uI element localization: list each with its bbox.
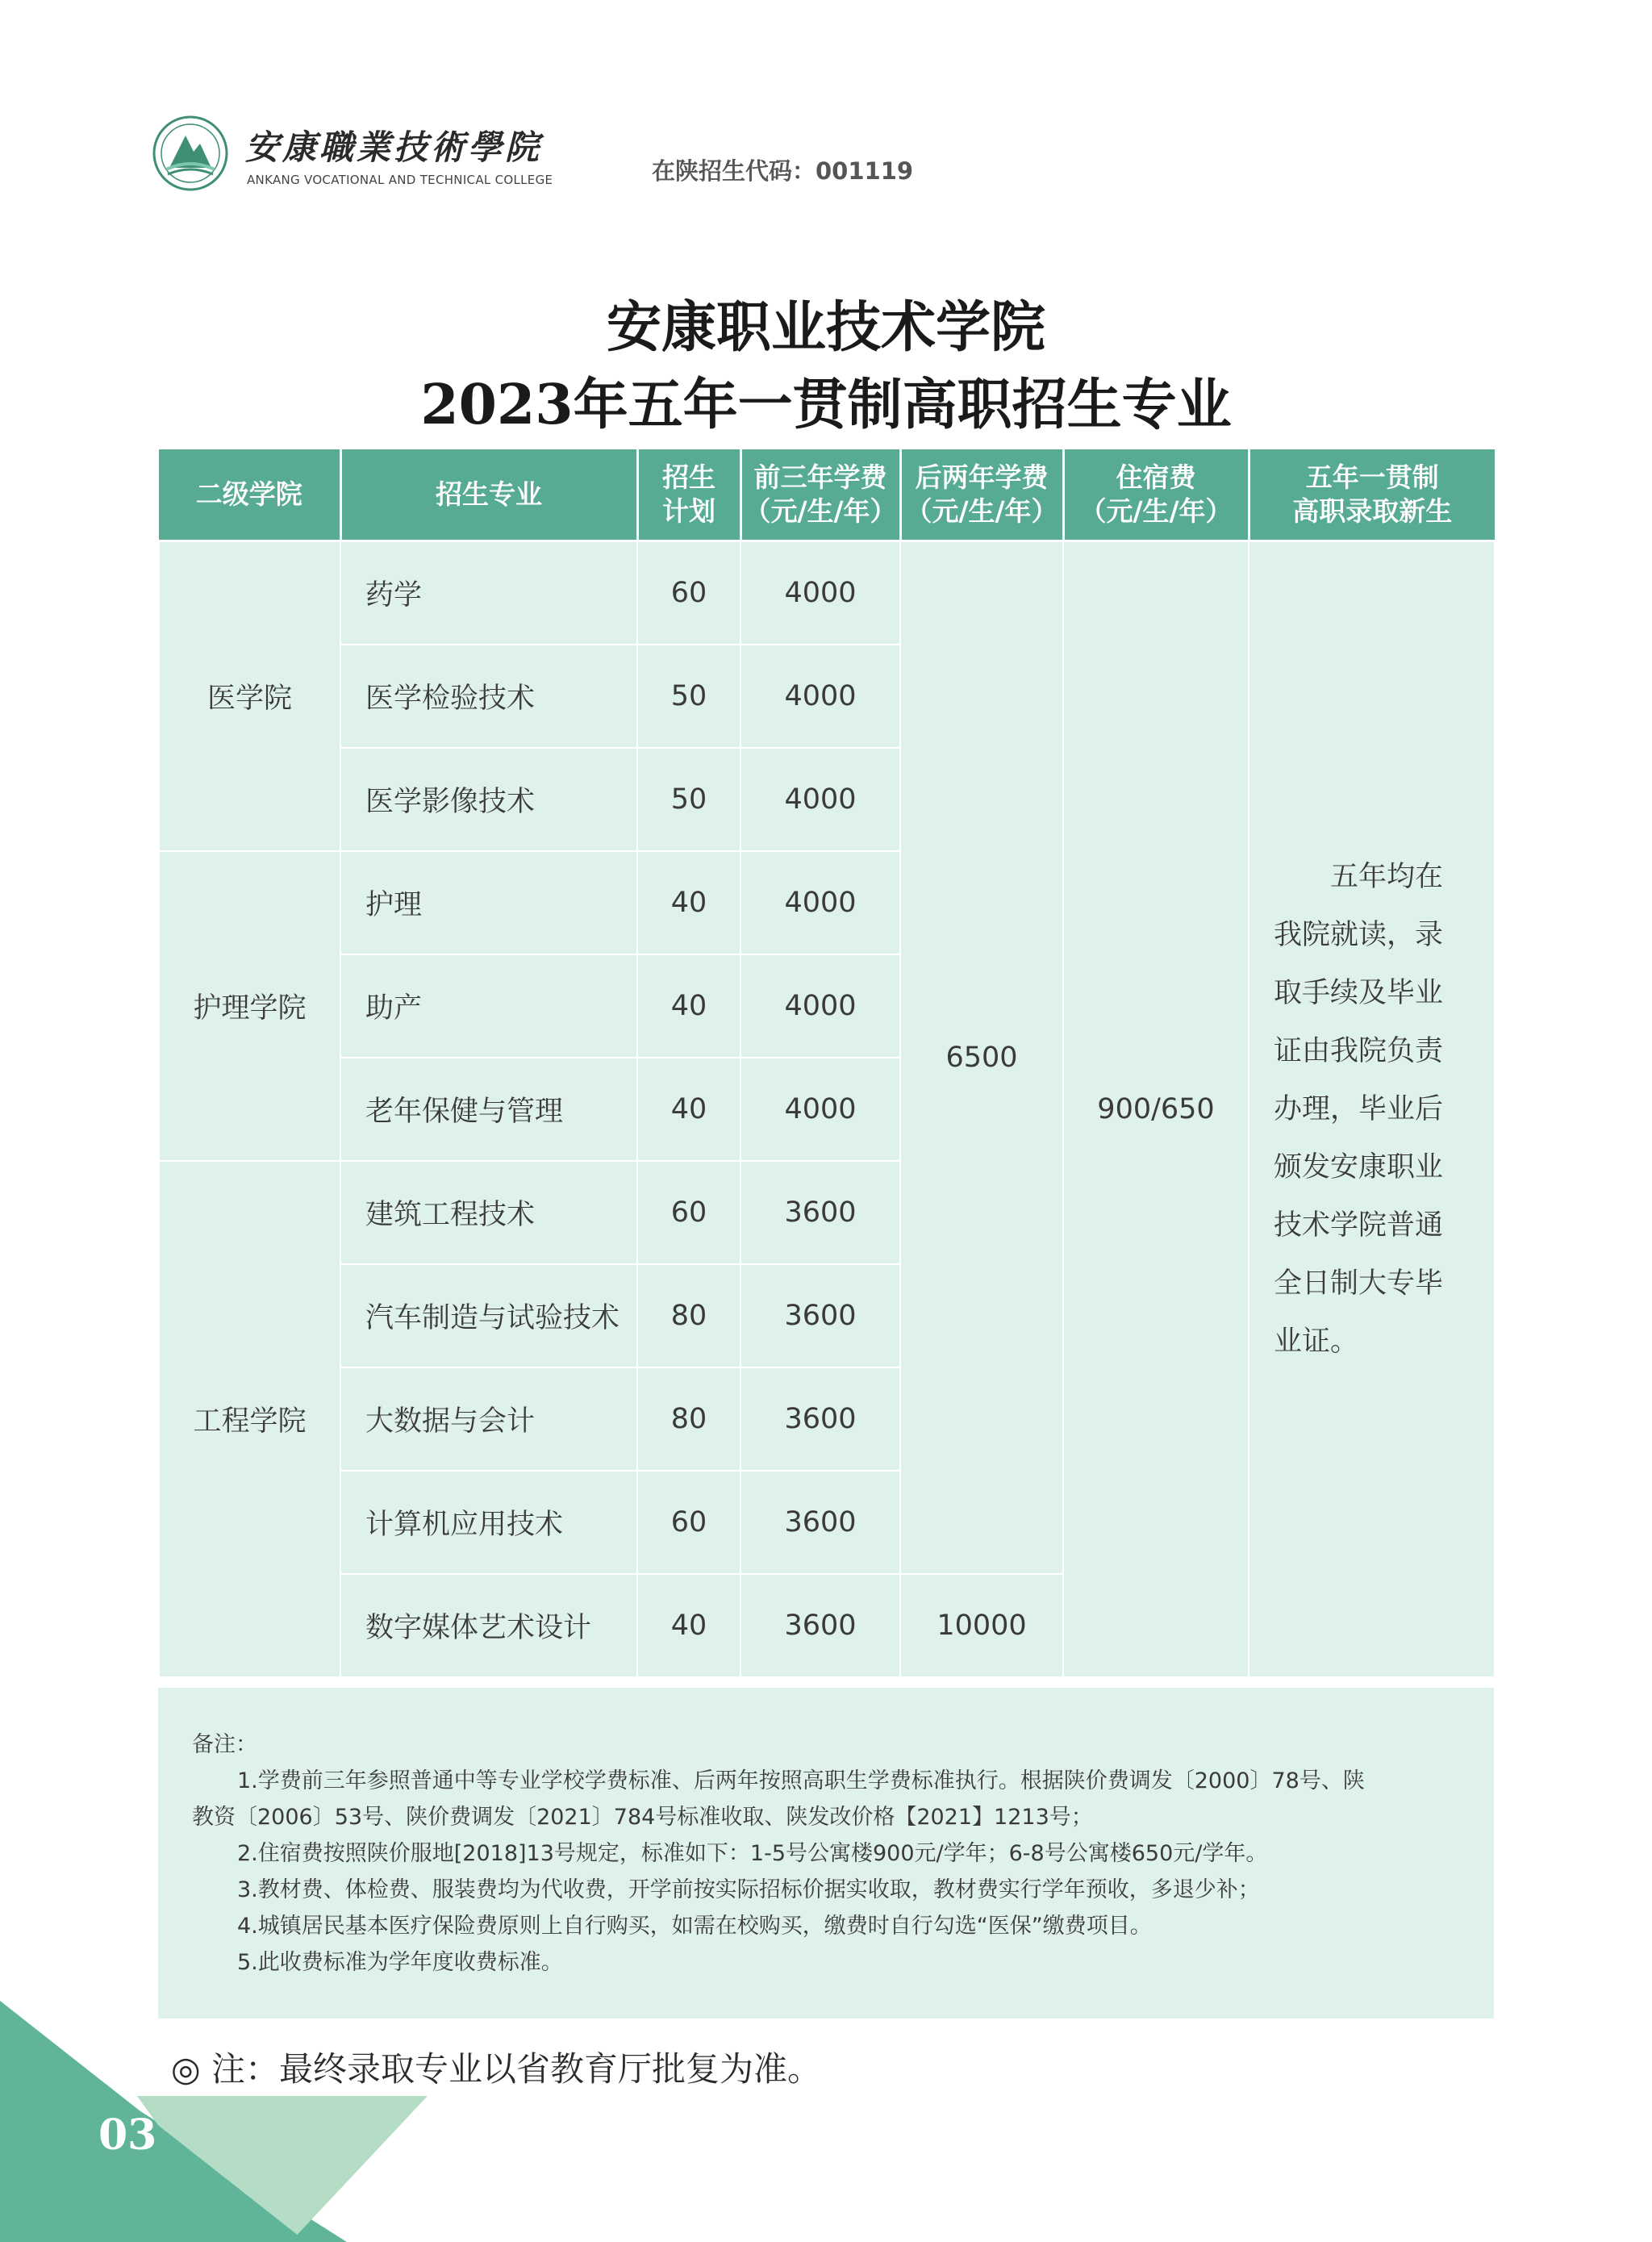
plan-cell: 60 bbox=[637, 1471, 740, 1574]
fee3-cell: 3600 bbox=[740, 1367, 900, 1471]
major-cell: 助产 bbox=[340, 954, 637, 1058]
major-cell: 医学检验技术 bbox=[340, 645, 637, 748]
page-subtitle: 2023年五年一贯制高职招生专业 bbox=[420, 373, 1232, 437]
major-cell: 护理 bbox=[340, 851, 637, 954]
plan-cell: 40 bbox=[637, 851, 740, 954]
dorm-fee-cell: 900/650 bbox=[1063, 541, 1249, 1678]
plan-cell: 80 bbox=[637, 1367, 740, 1471]
college-cell: 护理学院 bbox=[159, 851, 340, 1161]
major-cell: 医学影像技术 bbox=[340, 748, 637, 851]
remark-line: 4.城镇居民基本医疗保险费原则上自行购买，如需在校购买，缴费时自行勾选“医保”缴费项目。 bbox=[237, 1914, 1152, 1939]
college-seal-icon bbox=[152, 115, 229, 192]
major-cell: 老年保健与管理 bbox=[340, 1058, 637, 1161]
fee3-cell: 3600 bbox=[740, 1161, 900, 1264]
enrollment-code: 在陕招生代码：001119 bbox=[652, 157, 914, 185]
page-number: 03 bbox=[98, 2110, 157, 2160]
plan-cell: 40 bbox=[637, 954, 740, 1058]
major-cell: 计算机应用技术 bbox=[340, 1471, 637, 1574]
header-five-year-note: 五年一贯制 高职录取新生 bbox=[1249, 449, 1495, 541]
fee3-cell: 4000 bbox=[740, 851, 900, 954]
plan-cell: 40 bbox=[637, 1058, 740, 1161]
college-cell: 医学院 bbox=[159, 541, 340, 852]
fee3-cell: 4000 bbox=[740, 1058, 900, 1161]
fee3-cell: 3600 bbox=[740, 1471, 900, 1574]
college-cell: 工程学院 bbox=[159, 1161, 340, 1677]
remarks-label: 备注： bbox=[192, 1732, 257, 1757]
plan-cell: 60 bbox=[637, 541, 740, 645]
table-header-row bbox=[159, 449, 1495, 541]
logo-english-name: ANKANG VOCATIONAL AND TECHNICAL COLLEGE bbox=[247, 173, 553, 187]
major-cell: 药学 bbox=[340, 541, 637, 645]
major-cell: 数字媒体艺术设计 bbox=[340, 1574, 637, 1677]
fee3-cell: 3600 bbox=[740, 1574, 900, 1677]
fee3-cell: 4000 bbox=[740, 954, 900, 1058]
fee2-common-cell: 6500 bbox=[900, 541, 1063, 1575]
plan-cell: 50 bbox=[637, 748, 740, 851]
college-logo bbox=[152, 115, 571, 203]
header-college: 二级学院 bbox=[159, 449, 340, 541]
plan-cell: 80 bbox=[637, 1264, 740, 1367]
remark-line: 1.学费前三年参照普通中等专业学校学费标准、后两年按照高职生学费标准执行。根据陕价费调发〔2000〕78号、陕 bbox=[237, 1768, 1365, 1793]
header-major: 招生专业 bbox=[340, 449, 637, 541]
major-cell: 大数据与会计 bbox=[340, 1367, 637, 1471]
fee3-cell: 4000 bbox=[740, 541, 900, 645]
remark-line: 5.此收费标准为学年度收费标准。 bbox=[237, 1950, 563, 1975]
header-dorm-fee: 住宿费 （元/生/年） bbox=[1063, 449, 1249, 541]
five-year-note-cell: 五年均在 我院就读，录 取手续及毕业 证由我院负责 办理，毕业后 颁发安康职业 技术学院普通 全日制大专毕 业证。 bbox=[1249, 541, 1495, 1678]
plan-cell: 50 bbox=[637, 645, 740, 748]
major-cell: 建筑工程技术 bbox=[340, 1161, 637, 1264]
enrollment-table bbox=[158, 449, 1496, 1678]
logo-chinese-name: 安康職業技術學院 bbox=[245, 127, 543, 167]
fee3-cell: 4000 bbox=[740, 748, 900, 851]
fee3-cell: 3600 bbox=[740, 1264, 900, 1367]
final-admission-note: ◎ 注：最终录取专业以省教育厅批复为准。 bbox=[171, 2049, 821, 2089]
fee2-last-cell: 10000 bbox=[900, 1574, 1063, 1677]
remark-line: 3.教材费、体检费、服装费均为代收费，开学前按实际招标价据实收取，教材费实行学年预收，多退少补； bbox=[237, 1877, 1260, 1902]
page-title: 安康职业技术学院 bbox=[606, 295, 1045, 360]
plan-cell: 40 bbox=[637, 1574, 740, 1677]
table-row bbox=[159, 541, 1495, 645]
remarks-box bbox=[158, 1688, 1494, 2019]
header-first-three-year-fee: 前三年学费 （元/生/年） bbox=[740, 449, 900, 541]
remark-line: 教资〔2006〕53号、陕价费调发〔2021〕784号标准收取、陕发改价格【2021】1213号； bbox=[192, 1805, 1093, 1830]
corner-decoration bbox=[0, 2001, 452, 2242]
fee3-cell: 4000 bbox=[740, 645, 900, 748]
header-last-two-year-fee: 后两年学费 （元/生/年） bbox=[900, 449, 1063, 541]
major-cell: 汽车制造与试验技术 bbox=[340, 1264, 637, 1367]
plan-cell: 60 bbox=[637, 1161, 740, 1264]
remark-line: 2.住宿费按照陕价服地[2018]13号规定，标准如下：1-5号公寓楼900元/学年；6-8号公寓楼650元/学年。 bbox=[237, 1841, 1268, 1866]
header-plan: 招生 计划 bbox=[637, 449, 740, 541]
